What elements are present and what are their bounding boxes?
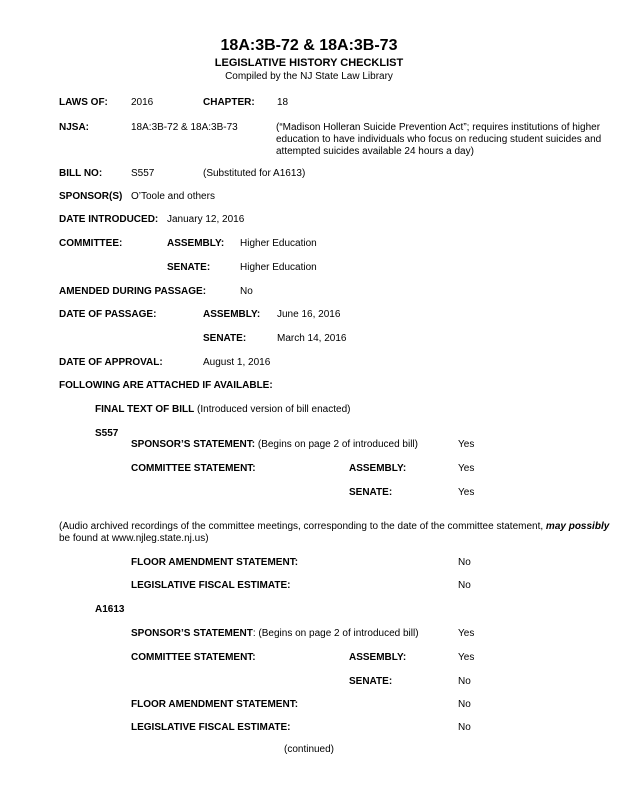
compiled-by: Compiled by the NJ State Law Library (225, 71, 393, 82)
s557-senate-label: SENATE: (349, 487, 393, 498)
approval-value: August 1, 2016 (203, 357, 271, 368)
continued-note: (continued) (283, 744, 335, 755)
bill-no-note: (Substituted for A1613) (203, 168, 306, 179)
attached-heading: FOLLOWING ARE ATTACHED IF AVAILABLE: (59, 380, 273, 391)
audio-note-emphasis: may possibly (545, 521, 610, 532)
audio-note-text: (Audio archived recordings of the committee meetings, corresponding to the date of the committee statement, (59, 521, 544, 532)
a1613-floor-label: FLOOR AMENDMENT STATEMENT: (131, 699, 299, 710)
passage-assembly-value: June 16, 2016 (277, 309, 341, 320)
s557-assembly-value: Yes (458, 463, 475, 474)
bill-no-label: BILL NO: (59, 168, 103, 179)
s557-sponsor-label: SPONSOR’S STATEMENT: (131, 439, 256, 450)
committee-senate-label: SENATE: (167, 262, 211, 273)
a1613-heading: A1613 (95, 604, 125, 615)
a1613-committee-label: COMMITTEE STATEMENT: (131, 652, 256, 663)
a1613-fiscal-value: No (458, 722, 471, 733)
a1613-senate-value: No (458, 676, 471, 687)
passage-label: DATE OF PASSAGE: (59, 309, 157, 320)
s557-senate-value: Yes (458, 487, 475, 498)
a1613-assembly-label: ASSEMBLY: (349, 652, 407, 663)
s557-sponsor-value: Yes (458, 439, 475, 450)
a1613-floor-value: No (458, 699, 471, 710)
s557-assembly-label: ASSEMBLY: (349, 463, 407, 474)
final-text-row (95, 404, 350, 416)
a1613-sponsor-label: SPONSOR’S STATEMENT (131, 628, 253, 639)
audio-note-line1 (59, 521, 609, 533)
amended-value: No (240, 286, 253, 297)
committee-senate-value: Higher Education (240, 262, 317, 273)
date-introduced-value: January 12, 2016 (167, 214, 245, 225)
s557-sponsor-note: (Begins on page 2 of introduced bill) (257, 439, 418, 450)
a1613-senate-label: SENATE: (349, 676, 393, 687)
approval-label: DATE OF APPROVAL: (59, 357, 163, 368)
a1613-sponsor-note: : (Begins on page 2 of introduced bill) (252, 628, 419, 639)
s557-fiscal-label: LEGISLATIVE FISCAL ESTIMATE: (131, 580, 291, 591)
s557-committee-label: COMMITTEE STATEMENT: (131, 463, 256, 474)
page-subtitle: LEGISLATIVE HISTORY CHECKLIST (214, 57, 404, 69)
committee-label: COMMITTEE: (59, 238, 123, 249)
s557-floor-value: No (458, 557, 471, 568)
s557-floor-label: FLOOR AMENDMENT STATEMENT: (131, 557, 299, 568)
laws-of-label: LAWS OF: (59, 97, 108, 108)
passage-assembly-label: ASSEMBLY: (203, 309, 261, 320)
a1613-sponsor-row (131, 628, 419, 640)
bill-no-value: S557 (131, 168, 155, 179)
sponsors-value: O’Toole and others (131, 191, 215, 202)
s557-sponsor-row (131, 439, 418, 451)
s557-fiscal-value: No (458, 580, 471, 591)
laws-of-value: 2016 (131, 97, 154, 108)
final-text-label: FINAL TEXT OF BILL (95, 404, 195, 415)
page-title: 18A:3B-72 & 18A:3B-73 (220, 37, 398, 54)
a1613-assembly-value: Yes (458, 652, 475, 663)
njsa-description-line2: education to have individuals who focus on reducing student suicides and (276, 134, 602, 145)
a1613-fiscal-label: LEGISLATIVE FISCAL ESTIMATE: (131, 722, 291, 733)
chapter-label: CHAPTER: (203, 97, 255, 108)
s557-heading: S557 (95, 428, 119, 439)
sponsors-label: SPONSOR(S) (59, 191, 123, 202)
chapter-value: 18 (277, 97, 289, 108)
passage-senate-value: March 14, 2016 (277, 333, 347, 344)
date-introduced-label: DATE INTRODUCED: (59, 214, 159, 225)
njsa-description-line3: attempted suicides available 24 hours a day) (276, 146, 474, 157)
audio-note-line2: be found at www.njleg.state.nj.us) (59, 533, 209, 544)
committee-assembly-value: Higher Education (240, 238, 317, 249)
committee-assembly-label: ASSEMBLY: (167, 238, 225, 249)
a1613-sponsor-value: Yes (458, 628, 475, 639)
passage-senate-label: SENATE: (203, 333, 247, 344)
njsa-description-line1: (“Madison Holleran Suicide Prevention Act”; requires institutions of higher (276, 122, 601, 133)
amended-label: AMENDED DURING PASSAGE: (59, 286, 207, 297)
njsa-value: 18A:3B-72 & 18A:3B-73 (131, 122, 238, 133)
njsa-label: NJSA: (59, 122, 90, 133)
final-text-note: (Introduced version of bill enacted) (197, 404, 351, 415)
